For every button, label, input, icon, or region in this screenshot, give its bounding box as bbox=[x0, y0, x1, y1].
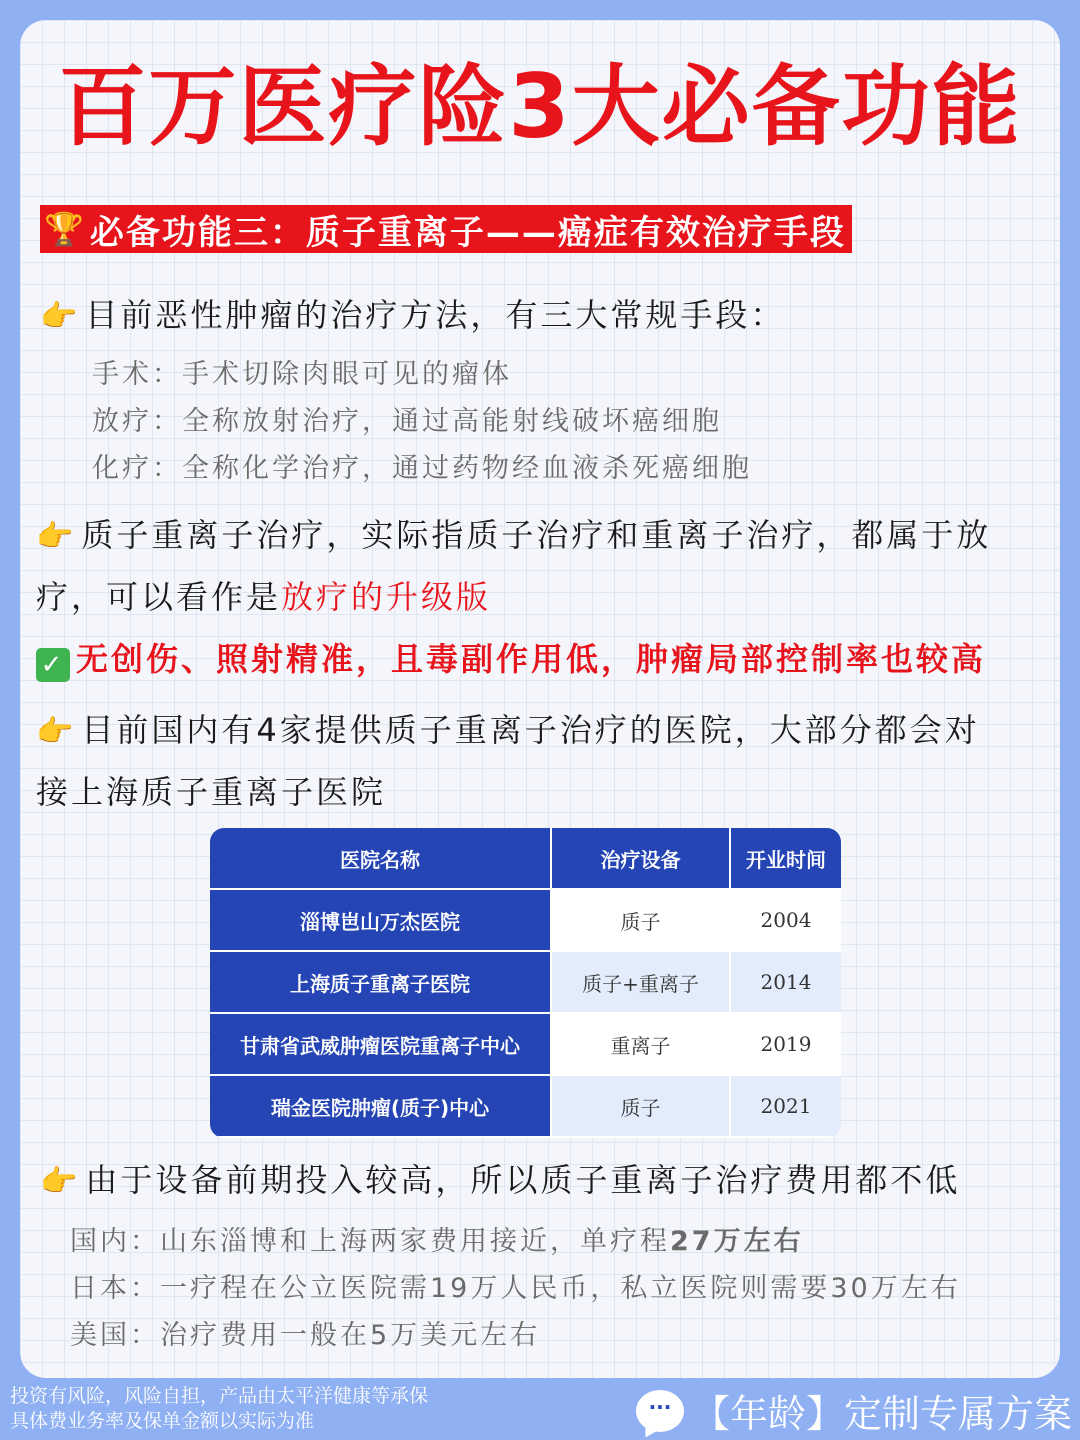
hospital-name-cell: 淄博岜山万杰医院 bbox=[210, 889, 551, 951]
cost-japan: 日本：一疗程在公立医院需19万人民币，私立医院则需要30万左右 bbox=[70, 1273, 961, 1304]
column-header: 医院名称 bbox=[210, 828, 551, 889]
benefit-line bbox=[36, 634, 986, 682]
column-header: 开业时间 bbox=[730, 828, 841, 889]
hospital-name-cell: 上海质子重离子医院 bbox=[210, 951, 551, 1013]
section1-heading: 目前恶性肿瘤的治疗方法，有三大常规手段： bbox=[85, 296, 786, 334]
section4-heading-row bbox=[40, 1155, 960, 1201]
cost-domestic-prefix: 国内：山东淄博和上海两家费用接近，单疗程 bbox=[70, 1226, 670, 1257]
opening-year-cell: 2004 bbox=[730, 889, 841, 951]
section3-line1: 目前国内有4家提供质子重离子治疗的医院，大部分都会对 bbox=[81, 711, 980, 749]
section3-line2: 接上海质子重离子医院 bbox=[36, 773, 387, 811]
equipment-cell: 重离子 bbox=[551, 1013, 730, 1075]
disclaimer bbox=[10, 1384, 428, 1434]
hospital-table bbox=[210, 828, 841, 1138]
hospital-name-cell: 甘肃省武威肿瘤医院重离子中心 bbox=[210, 1013, 551, 1075]
equipment-cell: 质子 bbox=[551, 889, 730, 951]
section2-line1: 质子重离子治疗，实际指质子治疗和重离子治疗，都属于放 bbox=[81, 516, 992, 554]
section2-highlight: 放疗的升级版 bbox=[281, 578, 492, 616]
pointing-hand-icon: 👉 bbox=[36, 519, 74, 554]
hospital-name-cell: 瑞金医院肿瘤(质子)中心 bbox=[210, 1075, 551, 1137]
banner-text: 必备功能三：质子重离子——癌症有效治疗手段 bbox=[89, 212, 846, 253]
table-row bbox=[210, 1013, 841, 1075]
table-row bbox=[210, 1075, 841, 1137]
section-banner bbox=[40, 205, 852, 253]
opening-year-cell: 2021 bbox=[730, 1075, 841, 1137]
page-title: 百万医疗险3大必备功能 bbox=[58, 55, 1022, 158]
treatment-item: 手术：手术切除肉眼可见的瘤体 bbox=[92, 359, 512, 390]
cost-domestic bbox=[70, 1219, 804, 1258]
column-header: 治疗设备 bbox=[551, 828, 730, 889]
disclaimer-line: 具体费业务率及保单金额以实际为准 bbox=[10, 1410, 315, 1432]
disclaimer-line: 投资有风险，风险自担，产品由太平洋健康等承保 bbox=[10, 1385, 429, 1407]
section4-heading: 由于设备前期投入较高，所以质子重离子治疗费用都不低 bbox=[85, 1161, 961, 1199]
custom-plan-cta[interactable] bbox=[636, 1383, 1072, 1438]
section1-heading-row bbox=[40, 290, 785, 336]
check-mark-icon: ✓ bbox=[36, 648, 70, 682]
table-row bbox=[210, 889, 841, 951]
pointing-hand-icon: 👉 bbox=[40, 299, 78, 334]
pointing-hand-icon: 👉 bbox=[40, 1164, 78, 1199]
opening-year-cell: 2014 bbox=[730, 951, 841, 1013]
equipment-cell: 质子 bbox=[551, 1075, 730, 1137]
table-row bbox=[210, 951, 841, 1013]
treatment-item: 放疗：全称放射治疗，通过高能射线破坏癌细胞 bbox=[92, 406, 722, 437]
table-header-row bbox=[210, 828, 841, 889]
equipment-cell: 质子+重离子 bbox=[551, 951, 730, 1013]
section3-line1-row bbox=[36, 705, 980, 751]
cost-domestic-amount: 27万左右 bbox=[670, 1226, 804, 1257]
pointing-hand-icon: 👉 bbox=[36, 714, 74, 749]
chat-bubble-icon: ··· bbox=[636, 1390, 684, 1432]
cta-text: 【年龄】定制专属方案 bbox=[691, 1392, 1072, 1436]
opening-year-cell: 2019 bbox=[730, 1013, 841, 1075]
treatment-item: 化疗：全称化学治疗，通过药物经血液杀死癌细胞 bbox=[92, 453, 752, 484]
section2-line2 bbox=[36, 572, 491, 618]
benefit-text: 无创伤、照射精准，且毒副作用低，肿瘤局部控制率也较高 bbox=[76, 640, 987, 678]
section2-line2-prefix: 疗，可以看作是 bbox=[36, 578, 282, 616]
cost-usa: 美国：治疗费用一般在5万美元左右 bbox=[70, 1320, 541, 1351]
section2-line1-row bbox=[36, 510, 991, 556]
trophy-icon: 🏆 bbox=[44, 210, 84, 248]
